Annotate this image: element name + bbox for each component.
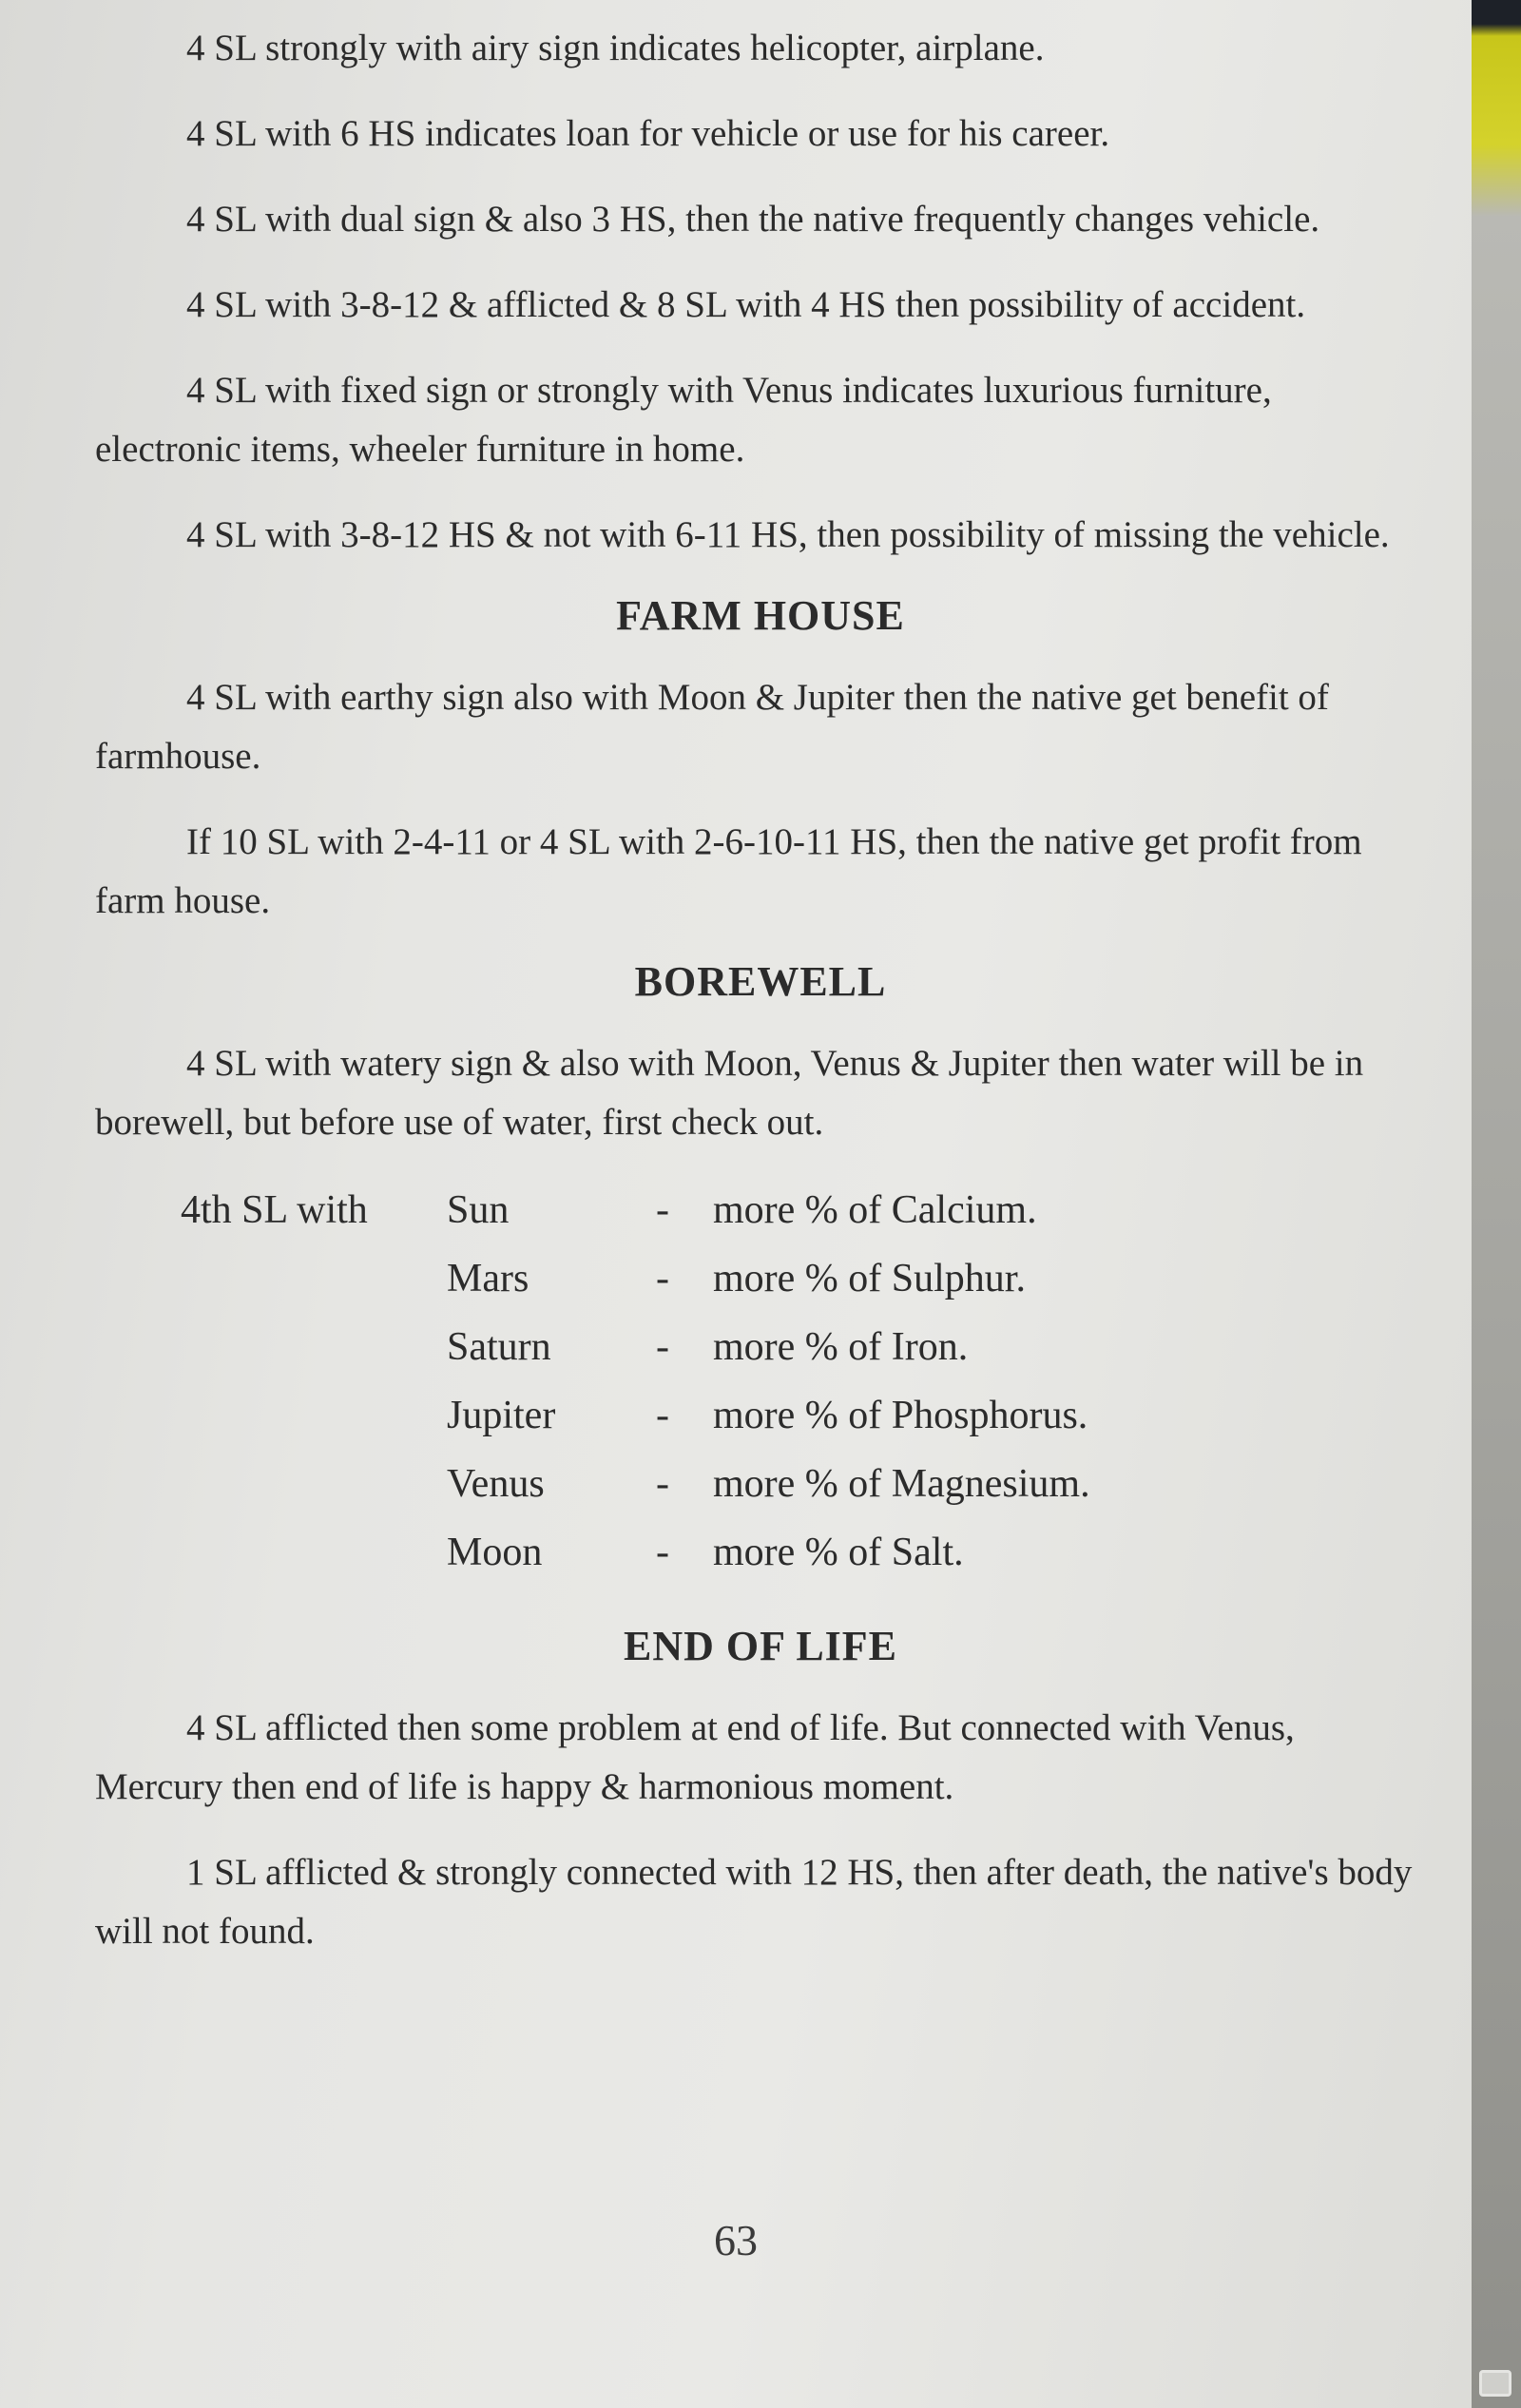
mineral-result: more % of Iron.: [713, 1325, 969, 1369]
paragraph: 4 SL with watery sign & also with Moon, Venus & Jupiter then water will be in borewell, but before use of water, first check out.: [95, 1043, 1364, 1143]
table-spacer: [181, 1453, 447, 1515]
mineral-result: more % of Salt.: [713, 1531, 964, 1574]
paragraph: 4 SL afflicted then some problem at end of life. But connected with Venus, Mercury then end of life is happy & harmonious moment.: [95, 1707, 1295, 1807]
paragraph: 4 SL with 3-8-12 HS & not with 6-11 HS, then possibility of missing the vehicle.: [186, 514, 1390, 555]
separator: -: [656, 1531, 669, 1574]
planet-name: Jupiter: [447, 1394, 556, 1437]
section-heading-farm-house: FARM HOUSE: [616, 592, 905, 639]
mineral-result: more % of Calcium.: [713, 1188, 1037, 1232]
separator: -: [656, 1188, 669, 1232]
table-spacer: [181, 1247, 447, 1310]
corner-icon: [1479, 2370, 1511, 2397]
section-heading-end-of-life: END OF LIFE: [623, 1623, 898, 1669]
section-heading-borewell: BOREWELL: [634, 958, 887, 1005]
separator: -: [656, 1462, 669, 1506]
separator: -: [656, 1325, 669, 1369]
book-edge: [1472, 0, 1521, 2408]
planet-name: Mars: [447, 1257, 529, 1300]
planet-name: Venus: [447, 1462, 545, 1506]
separator: -: [656, 1257, 669, 1300]
paragraph: 4 SL with 6 HS indicates loan for vehicle or use for his career.: [186, 113, 1110, 154]
table-spacer: [181, 1521, 447, 1584]
planet-name: Saturn: [447, 1325, 551, 1369]
paragraph: 4 SL strongly with airy sign indicates helicopter, airplane.: [186, 28, 1045, 68]
page-content: [95, 19, 1426, 1988]
mineral-result: more % of Phosphorus.: [713, 1394, 1088, 1437]
paragraph: If 10 SL with 2-4-11 or 4 SL with 2-6-10-11 HS, then the native get profit from farm house.: [95, 821, 1362, 921]
table-spacer: [181, 1316, 447, 1378]
paragraph: 4 SL with dual sign & also 3 HS, then the native frequently changes vehicle.: [186, 199, 1320, 240]
mineral-result: more % of Magnesium.: [713, 1462, 1090, 1506]
paragraph: 4 SL with fixed sign or strongly with Venus indicates luxurious furniture, electronic items, wheeler furniture in home.: [95, 370, 1272, 470]
paragraph: 1 SL afflicted & strongly connected with 12 HS, then after death, the native's body will not found.: [95, 1852, 1413, 1952]
planet-name: Sun: [447, 1188, 510, 1232]
page-number: 63: [714, 2216, 758, 2264]
table-spacer: [181, 1384, 447, 1447]
paragraph: 4 SL with 3-8-12 & afflicted & 8 SL with 4 HS then possibility of accident.: [186, 284, 1306, 325]
mineral-result: more % of Sulphur.: [713, 1257, 1026, 1300]
paragraph: 4 SL with earthy sign also with Moon & Jupiter then the native get benefit of farmhouse.: [95, 677, 1329, 777]
planet-mineral-table: [181, 1179, 1426, 1584]
planet-name: Moon: [447, 1531, 543, 1574]
separator: -: [656, 1394, 669, 1437]
table-prefix: 4th SL with: [181, 1188, 368, 1232]
